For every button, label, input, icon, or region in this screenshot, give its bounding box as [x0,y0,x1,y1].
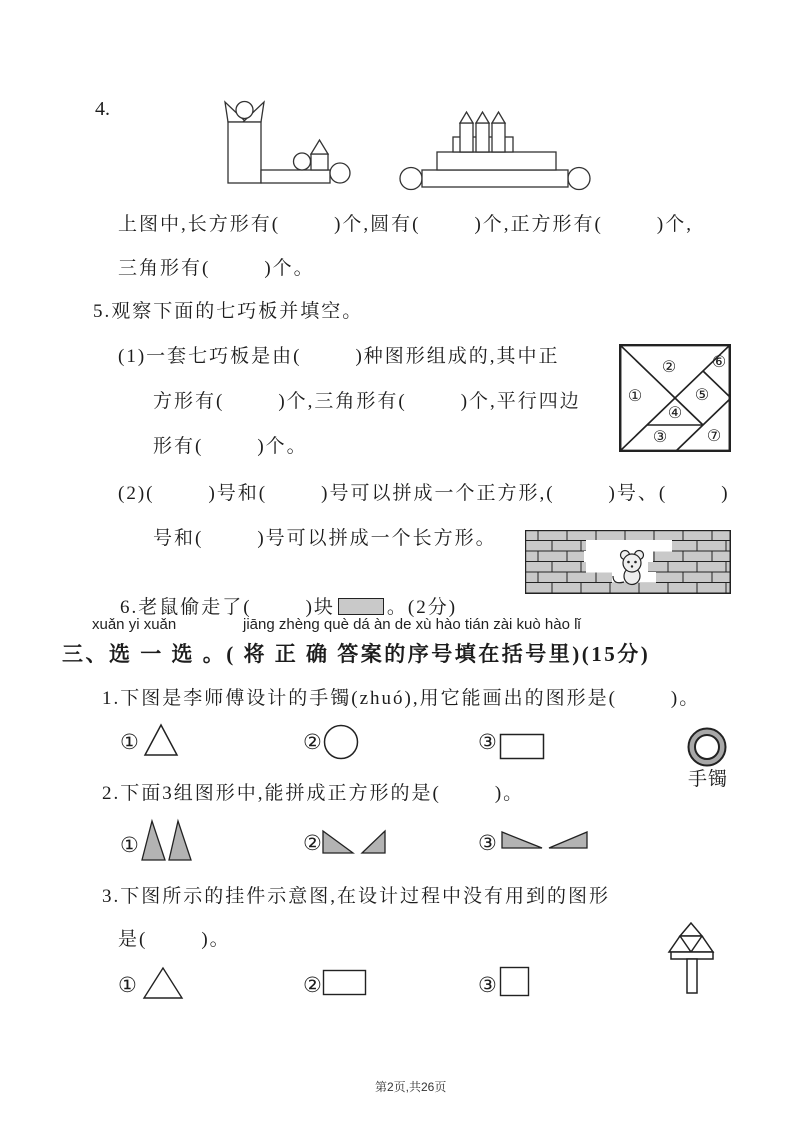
block-figure-right [398,103,593,195]
q1-option1-triangle [142,721,180,759]
mouse-eye-left [627,561,630,564]
tangram-label-1: ① [627,388,643,405]
brick-wall-figure [525,530,731,594]
q2-option1-triangles [140,818,194,864]
brick-sample-swatch [338,598,384,615]
pendant-bar-rect [671,952,713,959]
tower3-rect [492,123,505,152]
q4-number: 4. [95,98,110,120]
q3-option3-marker: ③ [478,973,497,997]
q1-option2-marker: ② [303,730,322,754]
crown-circle [236,102,253,119]
left-wheel-circle [400,168,422,190]
tower3-roof [492,112,505,123]
q1-option1-marker: ① [120,730,139,754]
house-roof-triangle [311,140,328,154]
pinyin-instruction: jiāng zhèng què dá àn de xù hào tián zài kuò hào lǐ [243,616,581,633]
q5-part1-line-3: 形有( )个。 [153,436,308,457]
q3-option2-marker: ② [303,973,322,997]
tangram-label-5: ⑤ [694,387,710,404]
q5-part2-line-2: 号和( )号可以拼成一个长方形。 [153,528,497,549]
mouse-head [623,554,641,572]
q1-option2-circle [322,723,360,761]
q3-option2-rectangle [322,969,368,997]
q4-count-line-1: 上图中,长方形有( )个,圆有( )个,正方形有( )个, [118,214,693,235]
q4-count-line-2: 三角形有( )个。 [118,258,315,279]
tower1-roof [460,112,473,123]
middle-bar-rect [437,152,556,170]
q5-heading: 5.观察下面的七巧板并填空。 [93,301,364,322]
base-bar-rect [261,170,330,183]
pendant-figure [660,921,720,996]
bracelet-label: 手镯 [688,769,729,790]
right-wheel-circle [568,168,590,190]
bar-circle [294,153,311,170]
tower-rect [228,122,261,183]
q3-option1-marker: ① [118,973,137,997]
pendant-trapezoid [669,936,713,952]
s3-q2-text: 2.下面3组图形中,能拼成正方形的是( )。 [102,783,525,804]
s3-q1-text: 1.下图是李师傅设计的手镯(zhuó),用它能画出的图形是( )。 [102,688,701,709]
tower1-rect [460,123,473,152]
block-figure-left [215,95,365,190]
tower2-roof [476,112,489,123]
tangram-label-7: ⑦ [706,428,722,445]
pendant-top-triangle [680,923,702,936]
section3-title: 三、选 一 选 。( 将 正 确 答案的序号填在括号里)(15分) [62,642,651,666]
q2-option1-marker: ① [120,833,139,857]
q6-text-suffix: 。(2分) [386,597,458,618]
tangram-label-3: ③ [652,429,668,446]
bracelet-inner-hole [695,735,719,759]
tangram-label-4: ④ [667,405,683,422]
house-rect [311,154,328,170]
end-circle [330,163,350,183]
bottom-bar-rect [422,170,568,187]
q1-option3-rectangle [499,733,545,760]
q2-option2-marker: ② [303,831,322,855]
bracelet-figure [686,726,728,768]
tower2-rect [476,123,489,152]
q3-option1-triangle [140,964,186,1002]
q5-part1-line-1: (1)一套七巧板是由( )种图形组成的,其中正 [118,346,560,367]
mouse-eye-right [634,561,637,564]
s3-q3-line-1: 3.下图所示的挂件示意图,在设计过程中没有用到的图形 [102,886,611,907]
q1-option3-marker: ③ [478,730,497,754]
q2-option2-triangles [321,824,389,858]
page-number-footer: 第2页,共26页 [375,1080,447,1094]
tangram-label-2: ② [661,359,677,376]
q5-part1-line-2: 方形有( )个,三角形有( )个,平行四边 [153,391,581,412]
s3-q3-line-2: 是( )。 [118,929,231,950]
q6-text-prefix: 6.老鼠偷走了( )块 [120,597,335,618]
pendant-stem-rect [687,959,697,993]
q2-option3-marker: ③ [478,831,497,855]
q2-option3-triangles [498,826,592,852]
q5-part2-line-1: (2)( )号和( )号可以拼成一个正方形,( )号、( ) [118,483,730,504]
mouse-nose [631,565,633,567]
q3-option3-square [499,966,531,998]
pinyin-xuanyixuan: xuǎn yi xuǎn [92,616,177,633]
tangram-label-6: ⑥ [711,354,727,371]
